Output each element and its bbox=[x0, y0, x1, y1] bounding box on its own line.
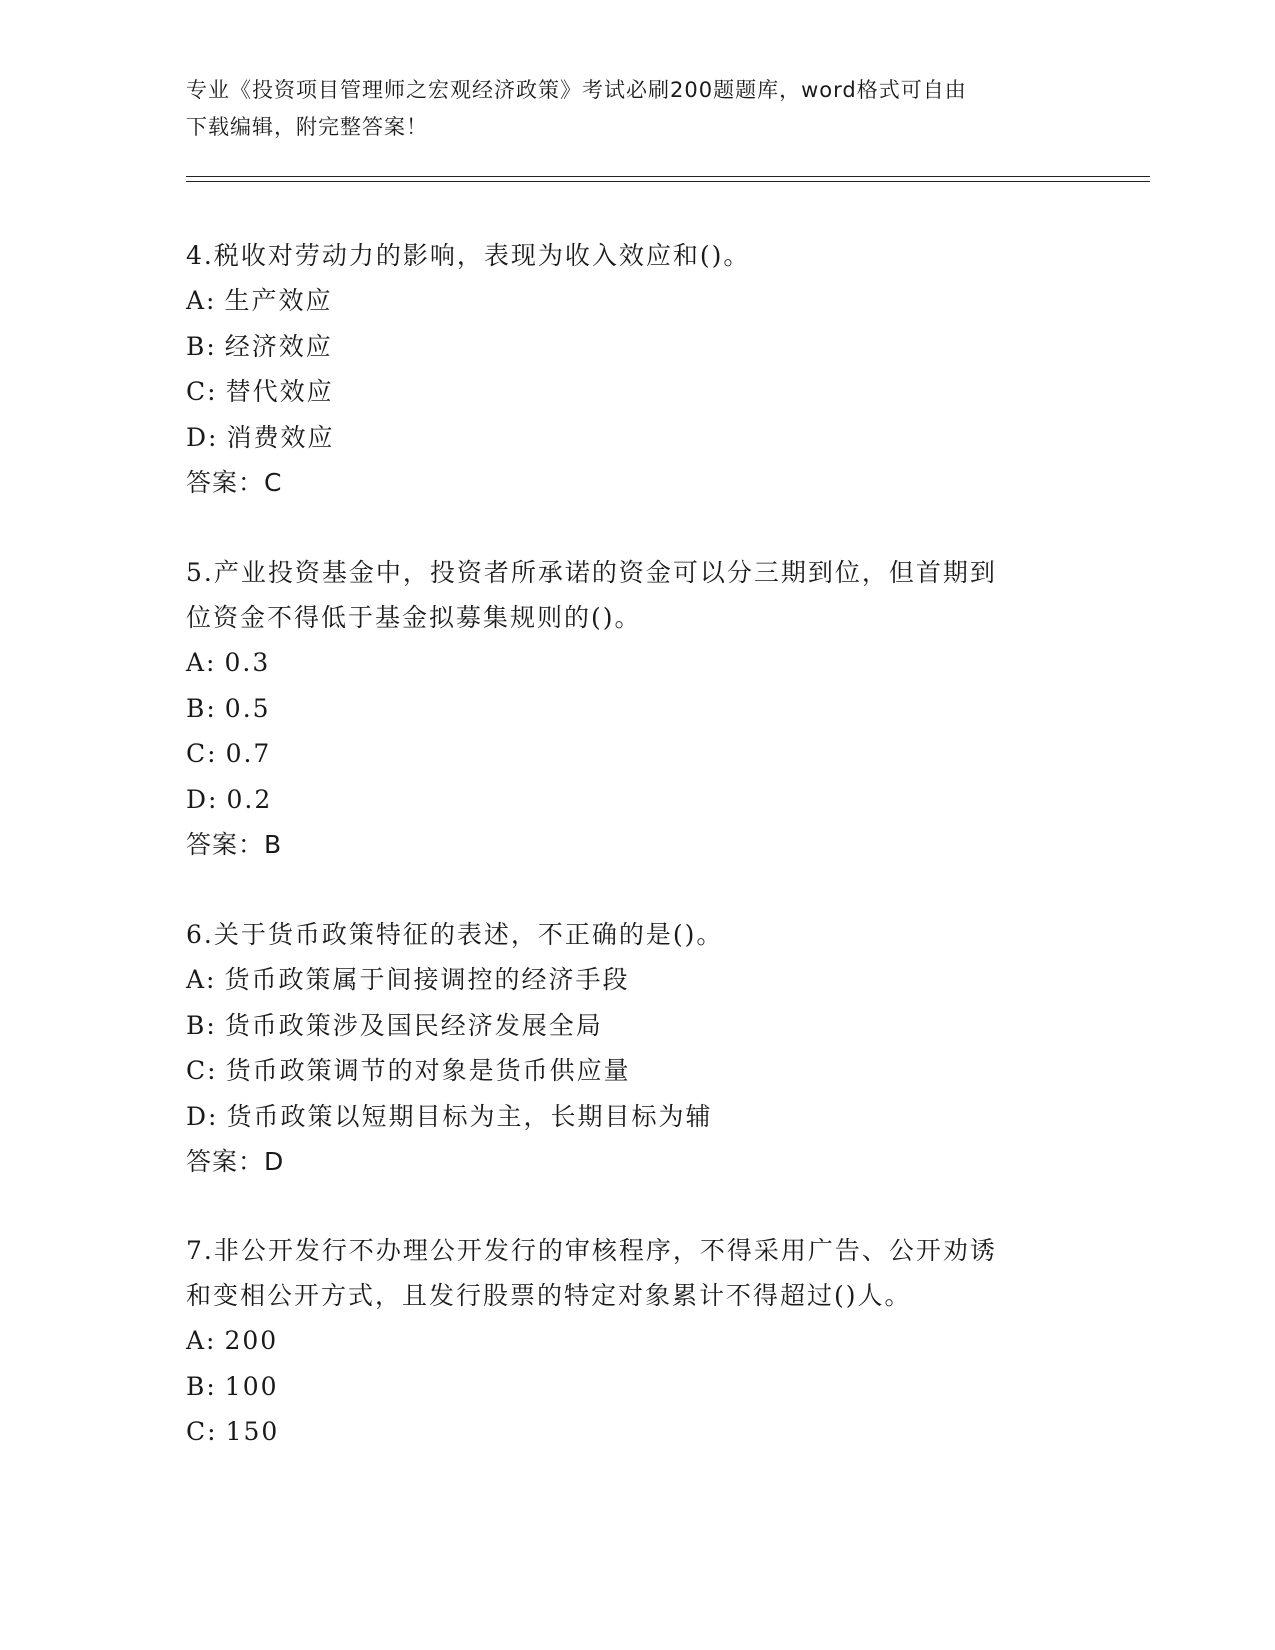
option-letter: D: bbox=[186, 1101, 219, 1131]
question-stem: 4.税收对劳动力的影响，表现为收入效应和()。 bbox=[186, 241, 751, 270]
option-text: 货币政策属于间接调控的经济手段 bbox=[224, 965, 630, 994]
question-stem-line-1: 7.非公开发行不办理公开发行的审核程序，不得采用广告、公开劝诱 bbox=[186, 1236, 997, 1265]
option-a bbox=[186, 640, 1086, 686]
option-letter: A: bbox=[186, 286, 217, 315]
answer: 答案：D bbox=[186, 1147, 285, 1176]
option-text: 替代效应 bbox=[225, 377, 334, 406]
option-letter: A: bbox=[186, 1326, 217, 1355]
option-c bbox=[186, 369, 1086, 415]
option-c bbox=[186, 1048, 1086, 1094]
option-letter: C: bbox=[186, 739, 218, 768]
question-7 bbox=[186, 1228, 1086, 1455]
option-b bbox=[186, 324, 1086, 370]
question-6 bbox=[186, 912, 1086, 1185]
option-text: 生产效应 bbox=[224, 286, 333, 315]
option-text: 0.7 bbox=[225, 739, 272, 768]
option-text: 150 bbox=[225, 1417, 280, 1446]
question-stem-line-1: 5.产业投资基金中，投资者所承诺的资金可以分三期到位，但首期到 bbox=[186, 558, 997, 587]
option-letter: B: bbox=[186, 331, 217, 361]
option-text: 货币政策以短期目标为主，长期目标为辅 bbox=[226, 1101, 713, 1131]
option-letter: D: bbox=[186, 784, 219, 814]
question-stem: 6.关于货币政策特征的表述，不正确的是()。 bbox=[186, 920, 724, 949]
option-b bbox=[186, 686, 1086, 732]
option-letter: B: bbox=[186, 1010, 217, 1040]
option-text: 消费效应 bbox=[226, 422, 335, 452]
option-a bbox=[186, 1318, 1086, 1364]
option-letter: B: bbox=[186, 693, 217, 723]
option-letter: B: bbox=[186, 1371, 217, 1401]
option-text: 200 bbox=[224, 1326, 279, 1355]
question-stem-line-2: 和变相公开方式，且发行股票的特定对象累计不得超过()人。 bbox=[186, 1281, 912, 1310]
option-text: 0.2 bbox=[226, 784, 273, 814]
option-text: 100 bbox=[224, 1371, 279, 1401]
answer: 答案：B bbox=[186, 830, 283, 859]
option-d bbox=[186, 1094, 1086, 1140]
option-letter: C: bbox=[186, 1056, 218, 1085]
header-line-2: 下载编辑，附完整答案！ bbox=[186, 115, 428, 139]
question-5 bbox=[186, 550, 1086, 868]
option-text: 0.3 bbox=[224, 648, 271, 677]
option-a bbox=[186, 278, 1086, 324]
option-b bbox=[186, 1003, 1086, 1049]
option-d bbox=[186, 777, 1086, 823]
option-d bbox=[186, 415, 1086, 461]
option-letter: A: bbox=[186, 965, 217, 994]
header-line-1: 专业《投资项目管理师之宏观经济政策》考试必刷200题题库，word格式可自由 bbox=[186, 78, 967, 102]
answer: 答案：C bbox=[186, 468, 283, 497]
option-c bbox=[186, 731, 1086, 777]
option-a bbox=[186, 957, 1086, 1003]
option-letter: C: bbox=[186, 1417, 218, 1446]
option-c bbox=[186, 1409, 1086, 1455]
header-divider-top bbox=[186, 176, 1150, 177]
option-letter: C: bbox=[186, 377, 218, 406]
question-stem-line-2: 位资金不得低于基金拟募集规则的()。 bbox=[186, 603, 642, 632]
option-text: 经济效应 bbox=[224, 331, 333, 361]
option-letter: A: bbox=[186, 648, 217, 677]
option-text: 货币政策调节的对象是货币供应量 bbox=[225, 1056, 631, 1085]
header-divider-bottom bbox=[186, 181, 1150, 182]
question-4 bbox=[186, 233, 1086, 506]
option-text: 货币政策涉及国民经济发展全局 bbox=[224, 1010, 603, 1040]
document-header bbox=[186, 72, 1066, 146]
option-letter: D: bbox=[186, 422, 219, 452]
option-text: 0.5 bbox=[224, 693, 271, 723]
option-b bbox=[186, 1364, 1086, 1410]
